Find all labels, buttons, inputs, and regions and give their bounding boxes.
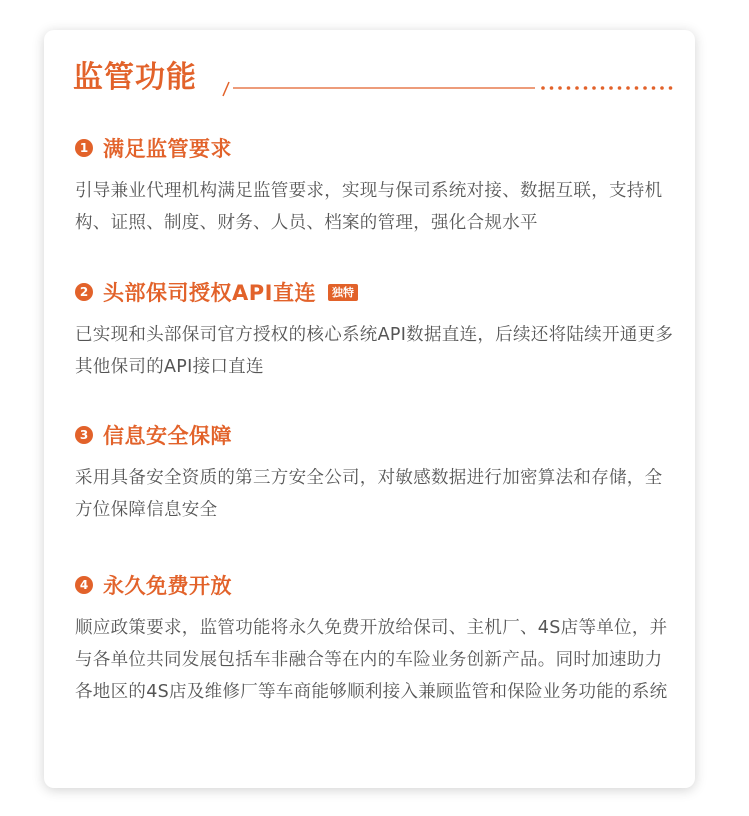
section-header [75,420,675,450]
number-badge: 1 [75,139,93,157]
title-row [73,56,673,106]
deco-dot [635,86,639,90]
section-header [75,277,675,307]
deco-dot [558,86,562,90]
deco-dot [541,86,545,90]
deco-dot [601,86,605,90]
section-header [75,133,675,163]
content-card [44,30,695,788]
deco-dot [626,86,630,90]
section-header [75,570,675,600]
deco-dot [618,86,622,90]
deco-dot [652,86,656,90]
section-1 [75,133,675,239]
deco-dot [592,86,596,90]
title-decoration [221,70,673,100]
page-title: 监管功能 [73,60,197,95]
title-deco-dots [541,86,672,90]
section-body: 引导兼业代理机构满足监管要求，实现与保司系统对接、数据互联，支持机构、证照、制度、财务、人员、档案的管理，强化合规水平 [75,181,663,233]
section-body: 采用具备安全资质的第三方安全公司，对敏感数据进行加密算法和存储，全方位保障信息安全 [75,468,663,520]
deco-dot [669,86,673,90]
number-badge: 3 [75,426,93,444]
deco-dot [550,86,554,90]
deco-dot [609,86,613,90]
deco-dot [584,86,588,90]
deco-dot [567,86,571,90]
section-title: 信息安全保障 [103,424,232,448]
section-title: 头部保司授权API直连 [103,281,316,305]
section-2 [75,277,675,383]
number-badge: 4 [75,576,93,594]
section-title: 满足监管要求 [103,137,232,161]
deco-dot [660,86,664,90]
deco-dot [575,86,579,90]
section-title: 永久免费开放 [103,574,232,598]
section-body: 顺应政策要求，监管功能将永久免费开放给保司、主机厂、4S店等单位，并与各单位共同发展包括车非融合等在内的车险业务创新产品。同时加速助力各地区的4S店及维修厂等车商能够顺利接入兼顾监管和保险业务功能的系统 [75,618,668,702]
section-3 [75,420,675,526]
unique-tag-badge: 独特 [328,284,358,301]
section-body: 已实现和头部保司官方授权的核心系统API数据直连，后续还将陆续开通更多其他保司的API接口直连 [75,325,674,377]
number-badge: 2 [75,283,93,301]
deco-dot [643,86,647,90]
section-4 [75,570,675,708]
title-deco-slash [223,82,229,96]
